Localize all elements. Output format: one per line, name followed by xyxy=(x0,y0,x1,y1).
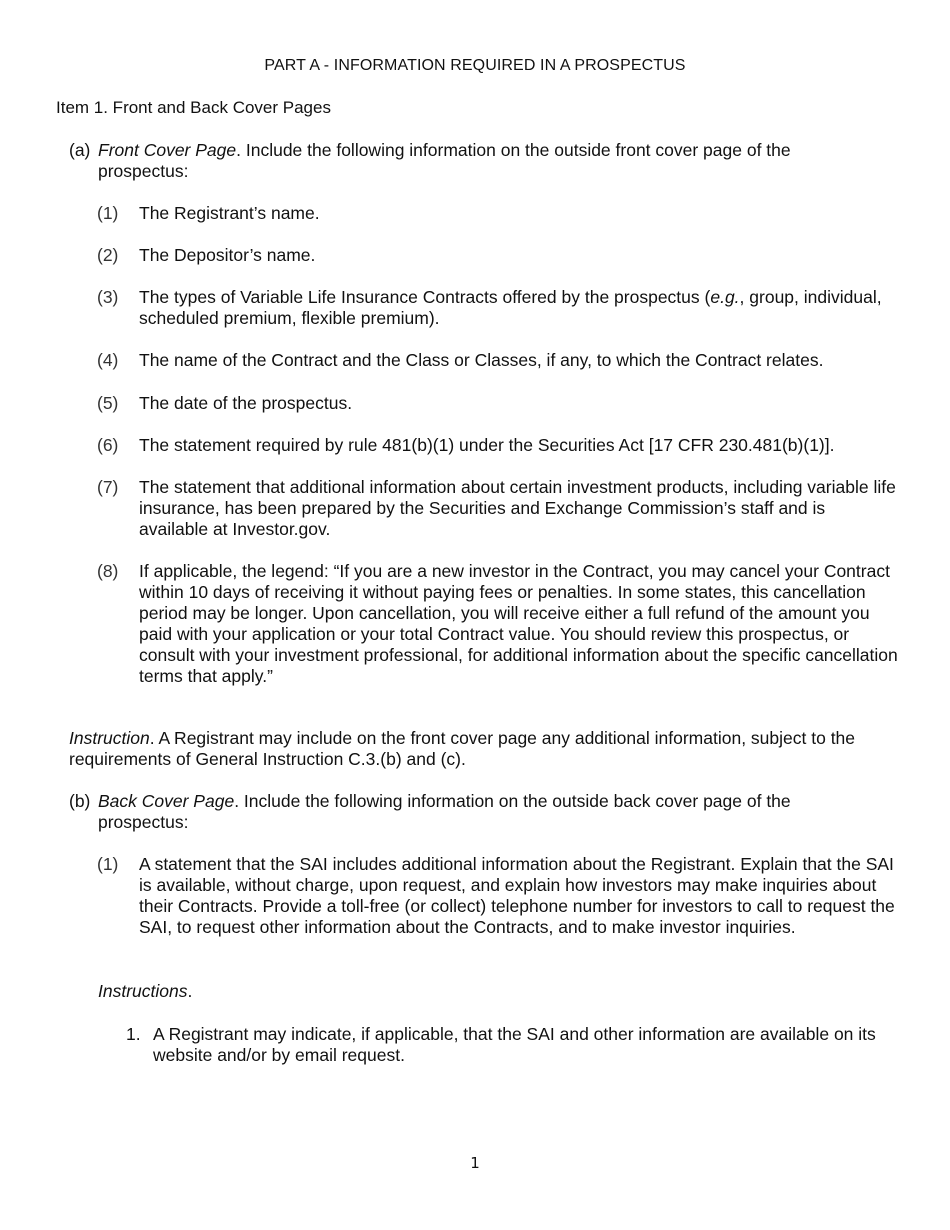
list-item: The statement that additional information about certain investment products, including variable life insurance, has been prepared by the Securities and Exchange Commission’s staff and is available at Investor.gov. xyxy=(139,477,896,539)
list-item-num: (2) xyxy=(97,245,119,265)
list-item: If applicable, the legend: “If you are a new investor in the Contract, you may cancel your Contract within 10 days of receiving it without paying fees or penalties. In some states, this cancellation period may be longer. Upon cancellation, you will receive either a full refund of the amount you paid with your application or your total Contract value. You should review this prospectus, or consult with your investment professional, for additional information about the specific cancellation terms that apply.” xyxy=(139,561,898,686)
instruction-text: . A Registrant may include on the front cover page any additional information, subject to the requirements of General Instruction C.3.(b) and (c). xyxy=(69,728,856,769)
section-a-title: Front Cover Page xyxy=(98,140,237,160)
list-item-num: (6) xyxy=(97,435,119,455)
instruction-paragraph xyxy=(69,728,889,770)
page-heading: PART A - INFORMATION REQUIRED IN A PROSPECTUS xyxy=(264,57,686,74)
page-number: 1 xyxy=(470,1154,480,1172)
section-b-text: . Include the following information on the outside back cover page of the prospectus: xyxy=(98,791,791,832)
section-b-paragraph xyxy=(98,791,858,833)
section-a-label: (a) xyxy=(69,140,91,160)
list-item: A statement that the SAI includes additional information about the Registrant. Explain that the SAI is available, without charge, upon request, and explain how investors may make inquiries about their Contracts. Provide a toll-free (or collect) telephone number for investors to call to request the SAI, to request other information about the Contracts, and to make investor inquiries. xyxy=(139,854,895,937)
list-item-text: The types of Variable Life Insurance Contracts offered by the prospectus ( xyxy=(139,287,711,307)
list-item-emphasis: e.g. xyxy=(710,287,740,307)
section-a-text: . Include the following information on the outside front cover page of the prospectus: xyxy=(98,140,791,181)
instruction-item-num: 1. xyxy=(126,1024,141,1044)
list-item-num: (1) xyxy=(97,854,119,874)
section-a-paragraph xyxy=(98,140,858,182)
list-item-num: (1) xyxy=(97,203,119,223)
section-b-title: Back Cover Page xyxy=(98,791,235,811)
list-item: The date of the prospectus. xyxy=(139,393,353,413)
list-item-num: (8) xyxy=(97,561,119,581)
list-item-num: (5) xyxy=(97,393,119,413)
list-item-num: (4) xyxy=(97,350,119,370)
instruction-item: A Registrant may indicate, if applicable, that the SAI and other information are available on its website and/or by email request. xyxy=(153,1024,876,1065)
list-item: The statement required by rule 481(b)(1) under the Securities Act [17 CFR 230.481(b)(1)]. xyxy=(139,435,835,455)
list-item: The Depositor’s name. xyxy=(139,245,316,265)
instruction-label: Instruction xyxy=(69,728,150,748)
section-b-label: (b) xyxy=(69,791,91,811)
instructions-period: . xyxy=(187,981,193,1001)
instructions-label: Instructions xyxy=(98,981,188,1001)
list-item-num: (7) xyxy=(97,477,119,497)
instructions-heading xyxy=(98,981,192,1002)
list-item-num: (3) xyxy=(97,287,119,307)
item-heading: Item 1. Front and Back Cover Pages xyxy=(56,98,331,117)
list-item: The name of the Contract and the Class or Classes, if any, to which the Contract relates. xyxy=(139,350,824,370)
list-item xyxy=(139,287,899,329)
list-item: The Registrant’s name. xyxy=(139,203,320,223)
list-item-text: , group, individual, scheduled premium, flexible premium). xyxy=(139,287,882,328)
